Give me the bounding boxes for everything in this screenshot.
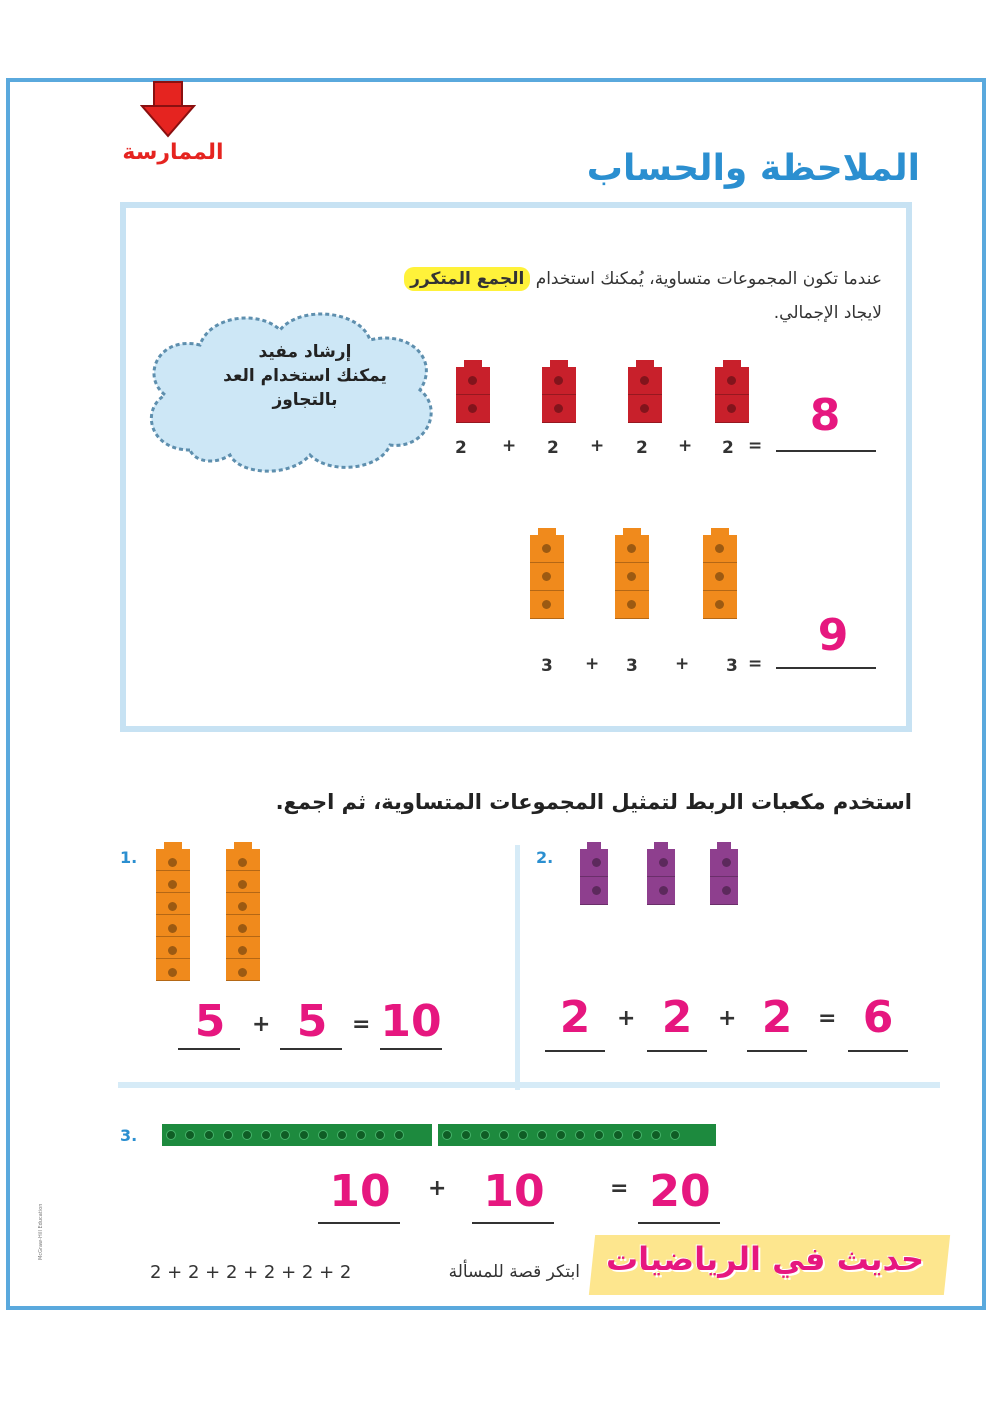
answer-line: [638, 1222, 720, 1224]
exercise-number: 2.: [536, 848, 554, 867]
addend: 3: [541, 656, 553, 676]
answer-line: [472, 1222, 554, 1224]
talk-math-prompt: ابتكر قصة للمسألة: [448, 1262, 580, 1282]
addend: 2: [722, 438, 734, 458]
answer: 9: [817, 610, 849, 661]
side-credit: McGraw-Hill Education: [38, 1203, 44, 1260]
equals-sign: =: [748, 654, 763, 674]
answer-line: [776, 450, 876, 452]
answer: 2: [761, 992, 793, 1043]
answer-line: [848, 1050, 908, 1052]
intro-part1: عندما تكون المجموعات متساوية، يُمكنك استخدام: [535, 269, 882, 289]
down-arrow-icon: [140, 80, 196, 138]
plus-sign: +: [502, 436, 517, 456]
cube-stack: [580, 842, 608, 905]
hint-text: [200, 340, 410, 412]
plus-sign: +: [590, 436, 605, 456]
answer-line: [545, 1050, 605, 1052]
page-title: الملاحظة والحساب: [586, 148, 920, 189]
plus-sign: +: [718, 1006, 737, 1031]
hint-title: إرشاد مفيد: [258, 342, 352, 362]
answer-line: [776, 667, 876, 669]
plus-sign: +: [617, 1006, 636, 1031]
equals-sign: =: [748, 436, 763, 456]
answer: 5: [296, 996, 328, 1047]
equals-sign: =: [352, 1012, 371, 1037]
exercise-number: 3.: [120, 1126, 138, 1145]
highlight-term: الجمع المتكرر: [404, 267, 530, 291]
answer-line: [178, 1048, 240, 1050]
plus-sign: +: [252, 1012, 271, 1037]
divider: [515, 845, 520, 1090]
talk-math-title: حديث في الرياضيات: [605, 1240, 925, 1278]
addend: 2: [455, 438, 467, 458]
hint-line2: بالتجاوز: [272, 390, 338, 410]
answer-line: [380, 1048, 442, 1050]
cube-stack: [647, 842, 675, 905]
plus-sign: +: [678, 436, 693, 456]
intro-part2: لايجاد الإجمالي.: [773, 303, 882, 323]
cube-stack: [703, 528, 737, 619]
equals-sign: =: [818, 1006, 837, 1031]
cube-stack: [156, 842, 190, 981]
plus-sign: +: [675, 654, 690, 674]
cube-stack: [456, 360, 490, 423]
cube-stack: [542, 360, 576, 423]
addend: 2: [636, 438, 648, 458]
cube-stack: [715, 360, 749, 423]
answer: 6: [862, 992, 894, 1043]
plus-sign: +: [428, 1176, 447, 1201]
cube-stack: [710, 842, 738, 905]
answer: 2: [661, 992, 693, 1043]
divider: [118, 1082, 940, 1088]
equals-sign: =: [610, 1176, 629, 1201]
answer: 10: [483, 1166, 545, 1217]
answer-line: [747, 1050, 807, 1052]
addend: 2: [547, 438, 559, 458]
answer: 2: [559, 992, 591, 1043]
cube-stack: [530, 528, 564, 619]
addend: 3: [726, 656, 738, 676]
cube-stack: [226, 842, 260, 981]
answer: 8: [809, 390, 841, 441]
cube-train: [162, 1124, 432, 1146]
plus-sign: +: [585, 654, 600, 674]
hint-line1: يمكنك استخدام العد: [223, 366, 387, 386]
section-instruction: استخدم مكعبات الربط لتمثيل المجموعات المتساوية، ثم اجمع.: [275, 790, 912, 814]
answer: 10: [329, 1166, 391, 1217]
exercise-number: 1.: [120, 848, 138, 867]
answer-line: [647, 1050, 707, 1052]
talk-math-expression: 2 + 2 + 2 + 2 + 2 + 2: [150, 1262, 352, 1283]
cube-stack: [628, 360, 662, 423]
addend: 3: [626, 656, 638, 676]
answer: 20: [649, 1166, 711, 1217]
answer: 5: [194, 996, 226, 1047]
answer: 10: [380, 996, 442, 1047]
practice-label: الممارسة: [122, 140, 224, 165]
answer-line: [318, 1222, 400, 1224]
cube-stack: [615, 528, 649, 619]
answer-line: [280, 1048, 342, 1050]
cube-train: [438, 1124, 716, 1146]
